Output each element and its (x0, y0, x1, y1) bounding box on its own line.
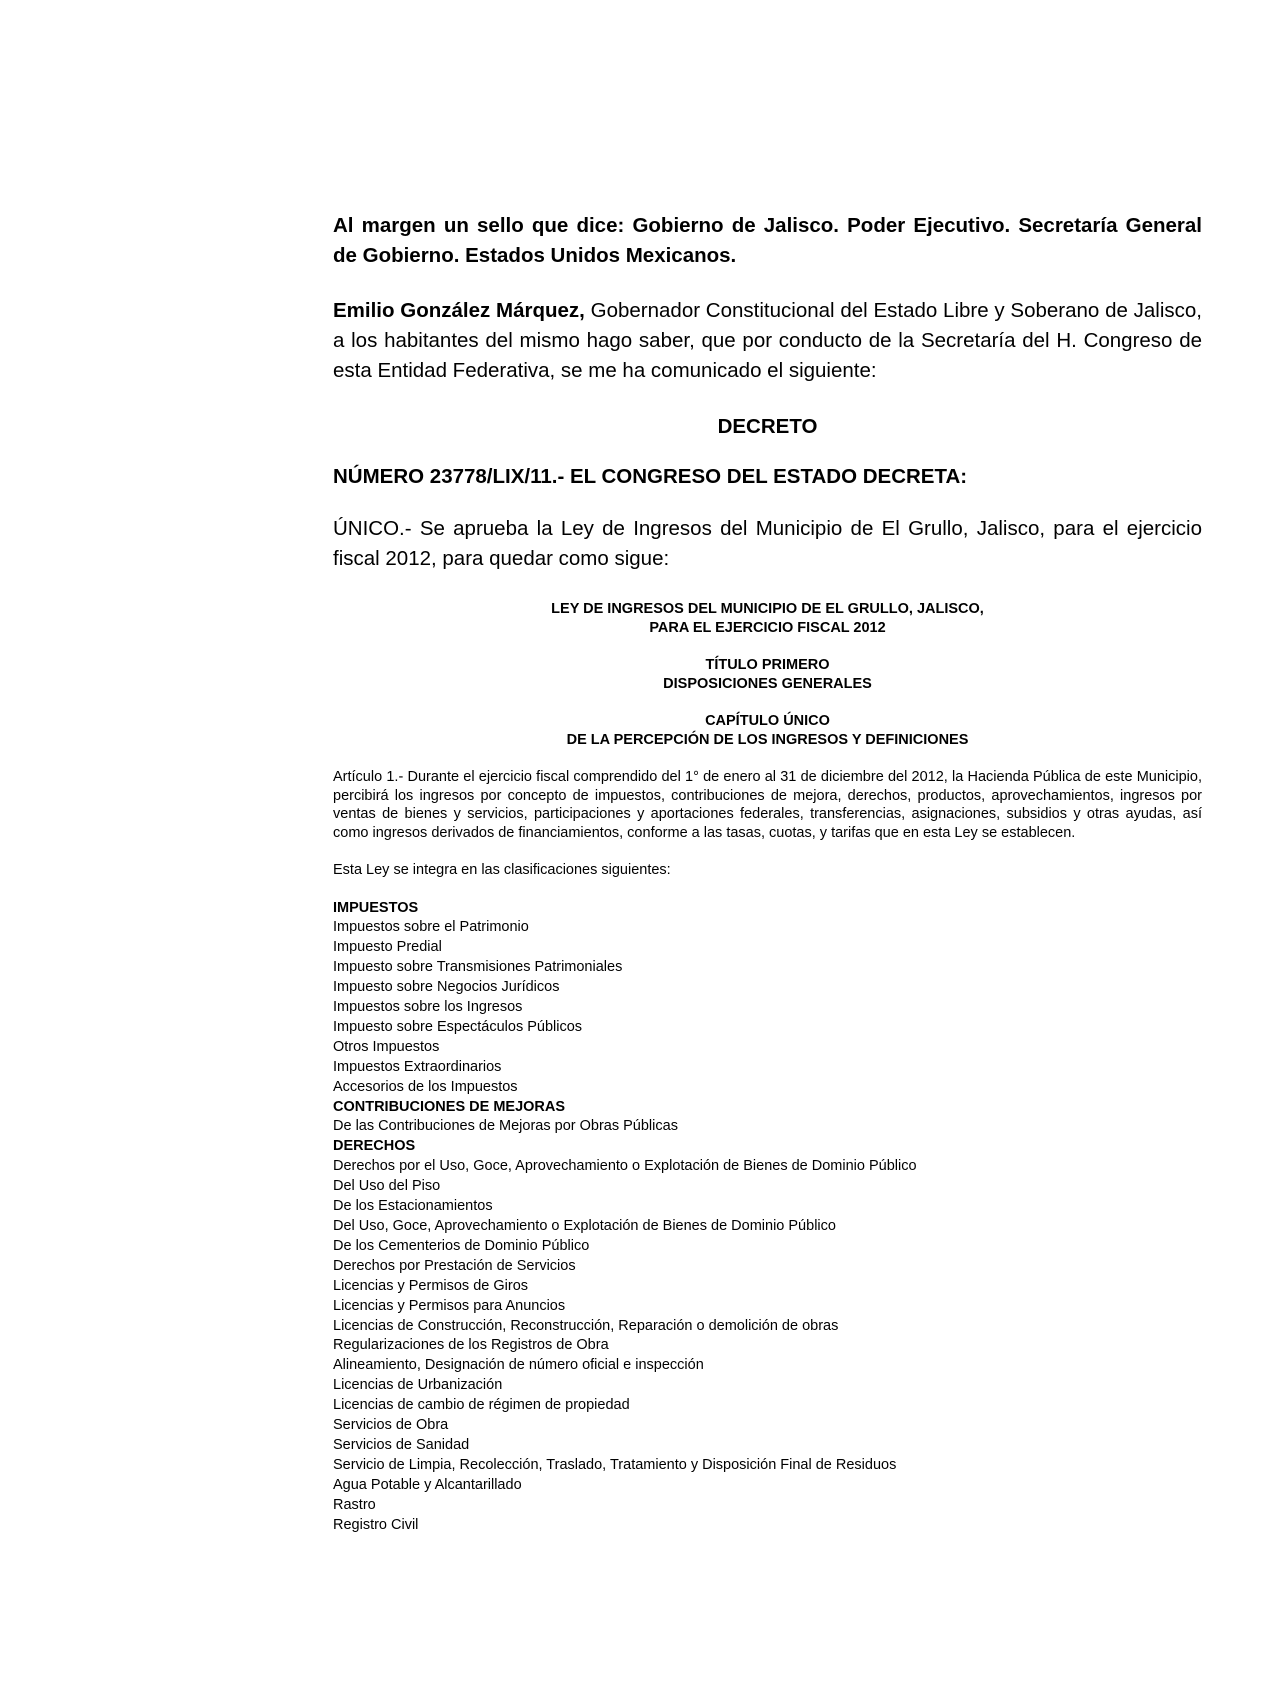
capitulo-line-2: DE LA PERCEPCIÓN DE LOS INGRESOS Y DEFINICIONES (566, 732, 969, 748)
classification-item: Registro Civil (333, 1516, 419, 1533)
classification-item: Licencias y Permisos de Giros (333, 1277, 529, 1294)
titulo-line-1: TÍTULO PRIMERO (705, 657, 830, 673)
law-title (333, 600, 1202, 638)
governor-name: Emilio González Márquez, (333, 299, 585, 322)
classification-item: Impuesto sobre Negocios Jurídicos (333, 979, 560, 996)
classification-item: Del Uso del Piso (333, 1178, 441, 1195)
classification-item: Accesorios de los Impuestos (333, 1078, 518, 1095)
classification-item: Derechos por Prestación de Servicios (333, 1257, 576, 1274)
classification-item: Licencias de cambio de régimen de propiedad (333, 1397, 630, 1414)
classification-item: Servicios de Obra (333, 1417, 449, 1434)
classification-list (333, 899, 1202, 1536)
classification-heading: DERECHOS (333, 1138, 416, 1155)
classification-item: De los Cementerios de Dominio Público (333, 1237, 590, 1254)
classification-item: Impuestos sobre el Patrimonio (333, 919, 529, 936)
governor-paragraph (333, 296, 1202, 386)
document-page (333, 211, 1202, 1536)
classification-heading: IMPUESTOS (333, 899, 419, 916)
law-title-line-2: PARA EL EJERCICIO FISCAL 2012 (649, 620, 886, 636)
classification-item: De las Contribuciones de Mejoras por Obras Públicas (333, 1118, 678, 1135)
seal-paragraph: Al margen un sello que dice: Gobierno de Jalisco. Poder Ejecutivo. Secretaría General de Gobierno. Estados Unidos Mexicanos. (333, 214, 1202, 267)
capitulo-line-1: CAPÍTULO ÚNICO (705, 713, 830, 729)
unico-paragraph: ÚNICO.- Se aprueba la Ley de Ingresos del Municipio de El Grullo, Jalisco, para el ejercicio fiscal 2012, para quedar como sigue: (333, 517, 1202, 570)
classification-item: Otros Impuestos (333, 1038, 440, 1055)
classification-item: Impuestos sobre los Ingresos (333, 999, 523, 1016)
classification-item: Servicios de Sanidad (333, 1436, 470, 1453)
classification-item: Alineamiento, Designación de número oficial e inspección (333, 1357, 704, 1374)
classification-item: De los Estacionamientos (333, 1198, 493, 1215)
classification-item: Servicio de Limpia, Recolección, Traslado, Tratamiento y Disposición Final de Residuos (333, 1456, 897, 1473)
classification-item: Derechos por el Uso, Goce, Aprovechamiento o Explotación de Bienes de Dominio Público (333, 1158, 917, 1175)
titulo-line-2: DISPOSICIONES GENERALES (663, 676, 872, 692)
classification-item: Licencias de Construcción, Reconstrucción, Reparación o demolición de obras (333, 1317, 839, 1334)
classification-item: Licencias de Urbanización (333, 1377, 503, 1394)
classification-item: Agua Potable y Alcantarillado (333, 1476, 522, 1493)
decreto-numero: NÚMERO 23778/LIX/11.- EL CONGRESO DEL ESTADO DECRETA: (333, 465, 968, 488)
classification-intro: Esta Ley se integra en las clasificaciones siguientes: (333, 862, 671, 878)
classification-item: Regularizaciones de los Registros de Obra (333, 1337, 609, 1354)
decreto-title: DECRETO (717, 415, 818, 438)
classification-item: Impuestos Extraordinarios (333, 1058, 502, 1075)
governor-text: Gobernador Constitucional del Estado Libre y Soberano de Jalisco, a los habitantes del mismo hago saber, que por conducto de la Secretaría del H. Congreso de esta Entidad Federativa, se me ha comunicado el siguiente: (333, 299, 1202, 382)
classification-item: Impuesto Predial (333, 939, 442, 956)
classification-item: Del Uso, Goce, Aprovechamiento o Explotación de Bienes de Dominio Público (333, 1218, 836, 1234)
article-1: Artículo 1.- Durante el ejercicio fiscal comprendido del 1° de enero al 31 de diciembre del 2012, la Hacienda Pública de este Municipio, percibirá los ingresos por concepto de impuestos, contribuciones de mejora, derechos, productos, aprovechamientos, ingresos por ventas de bienes y servicios, participaciones y aportaciones federales, transferencias, asignaciones, subsidios y otras ayudas, así como ingresos derivados de financiamientos, conforme a las tasas, cuotas, y tarifas que en esta Ley se establecen. (333, 769, 1202, 841)
classification-item: Licencias y Permisos para Anuncios (333, 1297, 566, 1314)
classification-heading: CONTRIBUCIONES DE MEJORAS (333, 1098, 566, 1115)
classification-item: Impuesto sobre Espectáculos Públicos (333, 1018, 583, 1035)
titulo-heading (333, 656, 1202, 694)
classification-item: Impuesto sobre Transmisiones Patrimoniales (333, 959, 623, 976)
capitulo-heading (333, 712, 1202, 750)
classification-item: Rastro (333, 1496, 376, 1513)
law-title-line-1: LEY DE INGRESOS DEL MUNICIPIO DE EL GRULLO, JALISCO, (551, 601, 984, 617)
